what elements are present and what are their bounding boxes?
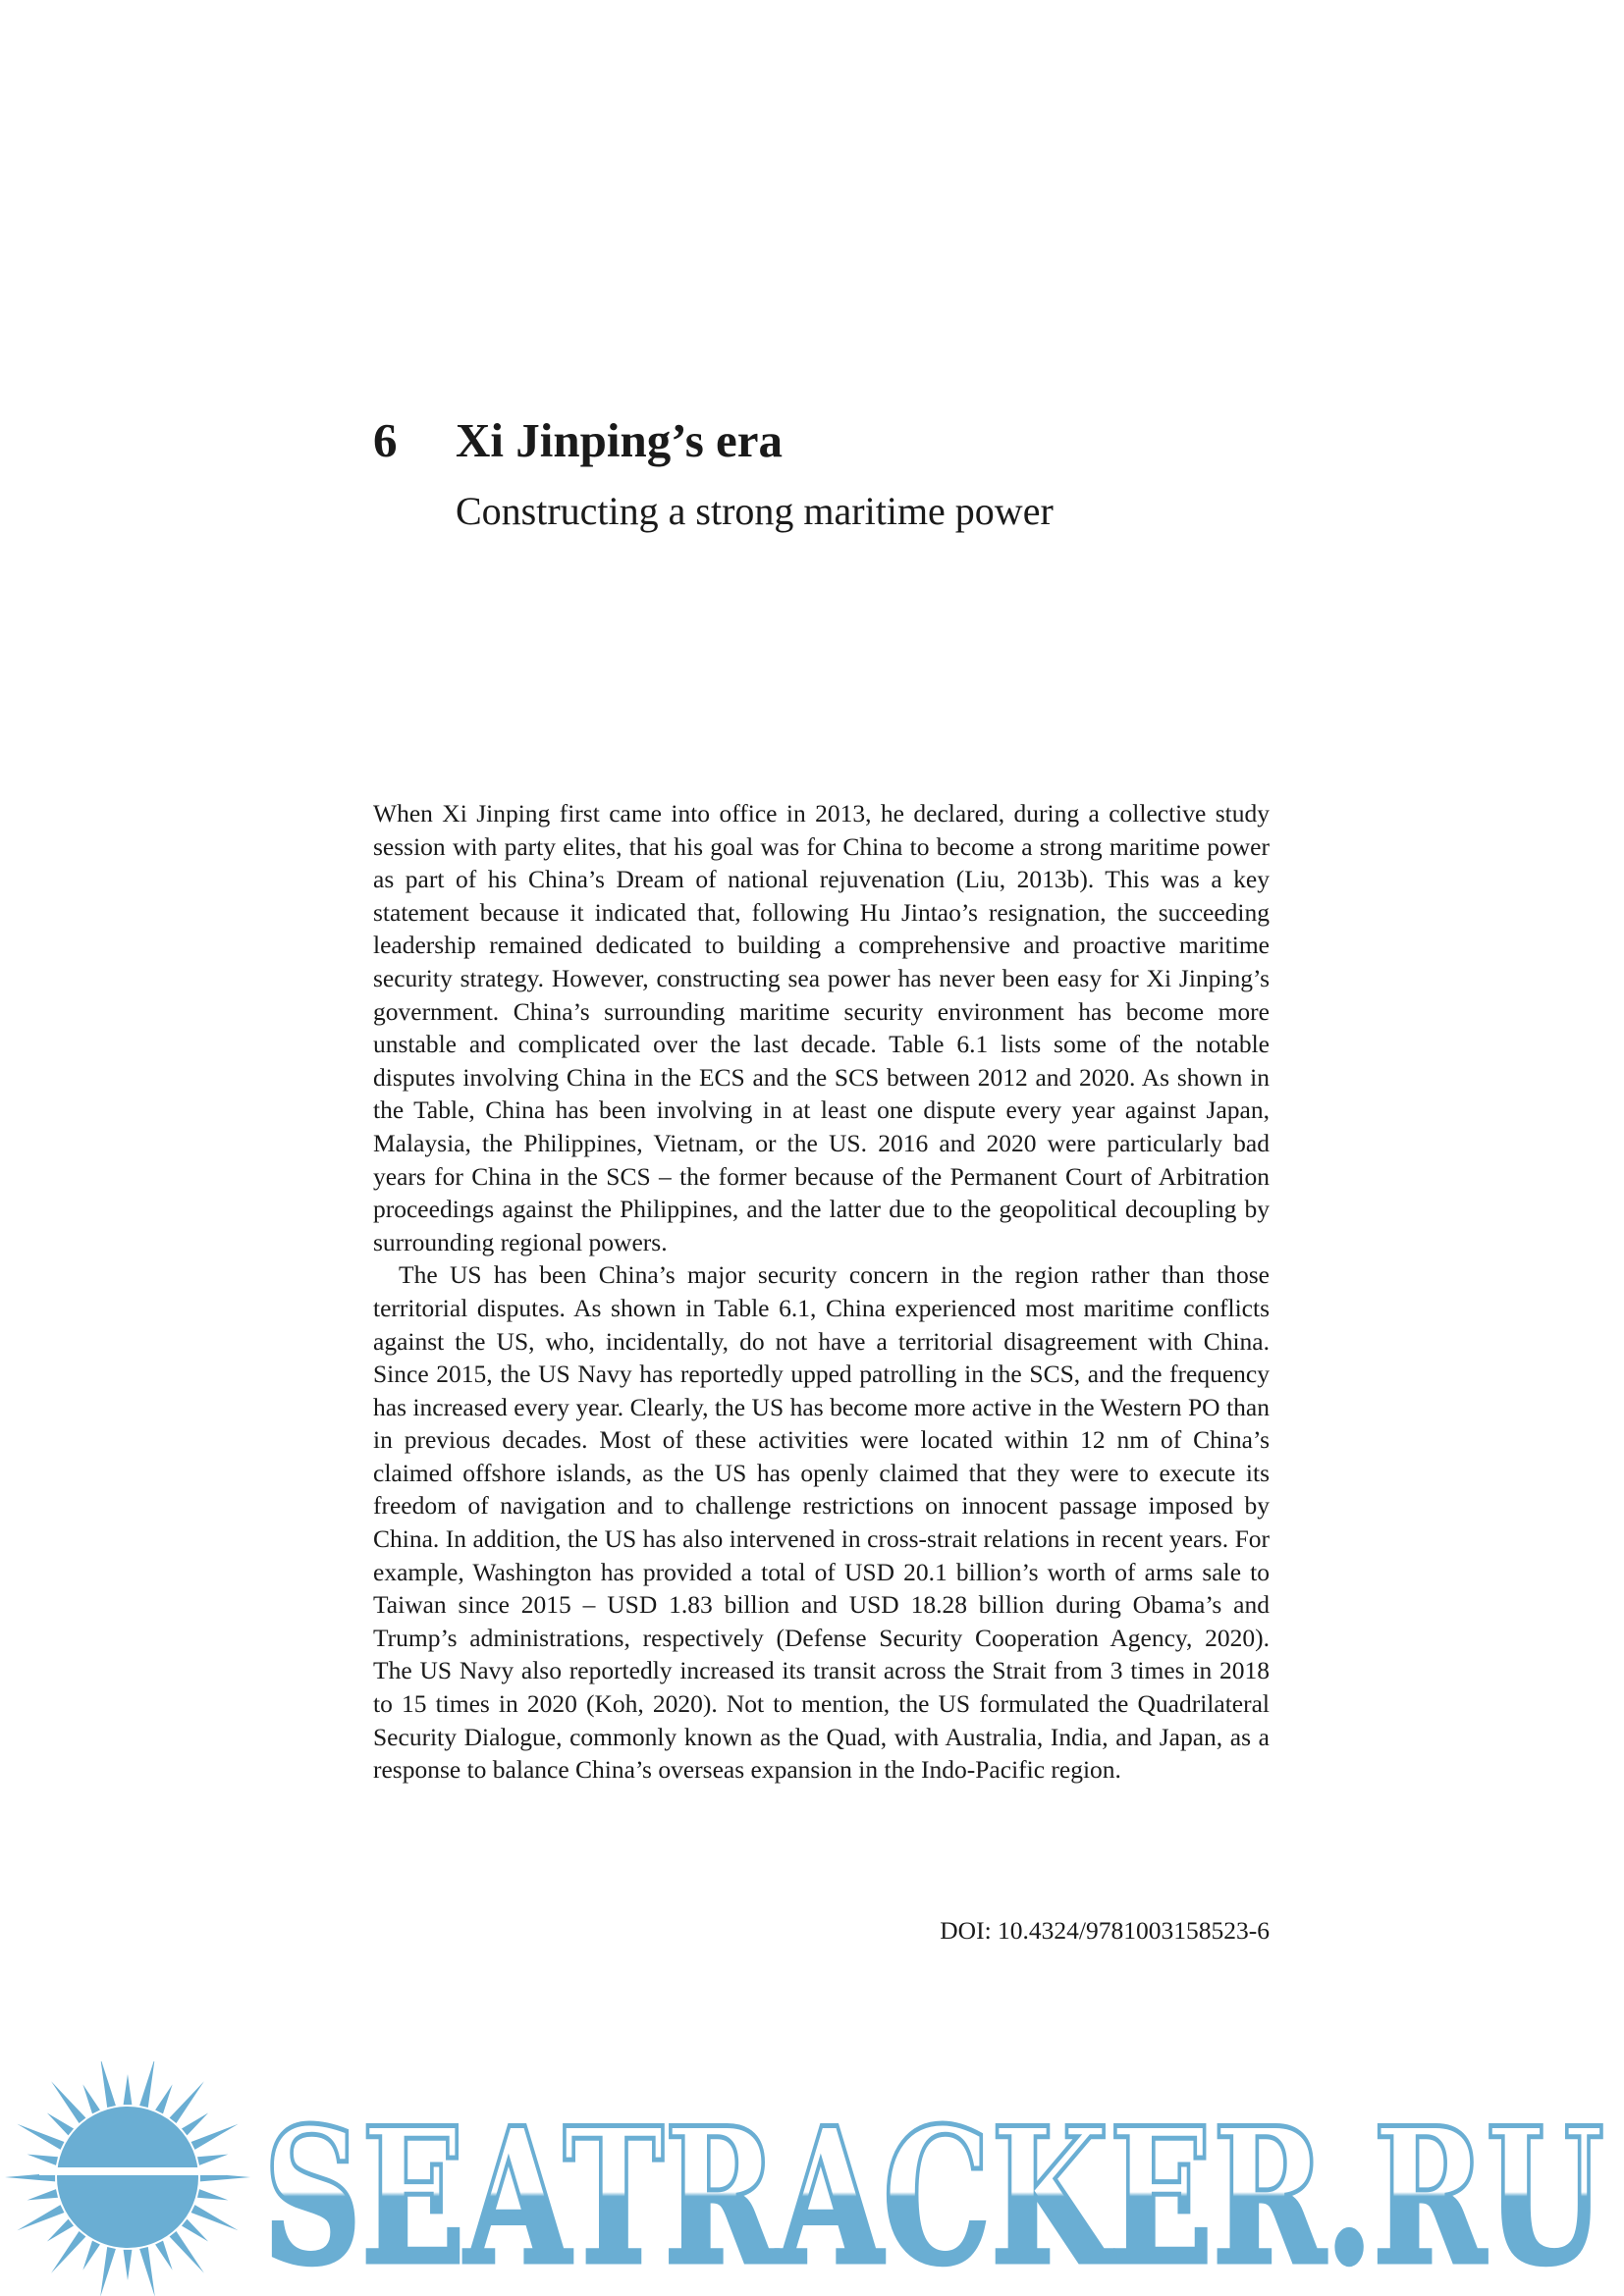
sun-ray (100, 2247, 116, 2296)
paragraph-2: The US has been China’s major security concern in the region rather than those territorial disputes. As shown in Table 6.1, China experienced most maritime conflicts against the US, who, incidentally, do not have a territorial disagreement with China. Since 2015, the US Navy has reportedly upped patrolling in the SCS, and the frequency has increased every year. Clearly, the US has become more active in the Western PO than in previous decades. Most of these activities were located within 12 nm of China’s claimed offshore islands, as the US has openly claimed that they were to execute its freedom of navigation and to challenge restrictions on innocent passage imposed by China. In addition, the US has also intervened in cross-strait relations in recent years. For example, Washington has provided a total of USD 20.1 billion’s worth of arms sale to Taiwan since 2015 – USD 1.83 billion and USD 18.28 billion during Obama’s and Trump’s administrations, respectively (Defense Security Cooperation Agency, 2020). The US Navy also reportedly increased its transit across the Strait from 3 times in 2018 to 15 times in 2020 (Koh, 2020). Not to mention, the US formulated the Quadrilateral Security Dialogue, commonly known as the Quad, with Australia, India, and Japan, as a response to balance China’s overseas expansion in the Indo-Pacific region. (373, 1260, 1270, 1785)
watermark-text: SEATRACKER.RU (263, 2087, 1604, 2296)
paragraph-1: When Xi Jinping first came into office in 2013, he declared, during a collective study session with party elites, that his goal was for China to become a strong maritime power as part of his China’s Dream of national rejuvenation (Liu, 2013b). This was a key statement because it indicated that, following Hu Jintao’s resignation, the succeeding leadership remained dedicated to building a comprehensive and proactive maritime security strategy. However, constructing sea power has never been easy for Xi Jinping’s government. China’s surrounding maritime security environment has become more unstable and complicated over the last decade. Table 6.1 lists some of the notable disputes involving China in the ECS and the SCS between 2012 and 2020. As shown in the Table, China has been involving in at least one dispute every year against Japan, Malaysia, the Philippines, Vietnam, or the US. 2016 and 2020 were particularly bad years for China in the SCS – the former because of the Permanent Court of Arbitration proceedings against the Philippines, and the latter due to the geopolitical decoupling by surrounding regional powers. (373, 799, 1270, 1256)
chapter-subtitle: Constructing a strong maritime power (456, 489, 1054, 533)
sun-ray (197, 2189, 228, 2200)
sun-ray (17, 2205, 64, 2230)
sun-ray (170, 2231, 204, 2273)
sun-ray (51, 2081, 85, 2123)
sun-ray (51, 2231, 85, 2273)
sun-ray (191, 2205, 239, 2230)
sun-ray (155, 2084, 173, 2113)
sun-ray (182, 2219, 208, 2242)
sun-ray (191, 2124, 239, 2150)
sun-ray (170, 2081, 204, 2123)
sun-ray (182, 2113, 208, 2136)
sun-ray (139, 2061, 155, 2108)
sun-ray (27, 2155, 58, 2165)
chapter-title: Xi Jinping’s era (456, 413, 784, 467)
chapter-heading (373, 412, 1257, 534)
sun-ray (82, 2241, 100, 2270)
chapter-number: 6 (373, 413, 398, 467)
sun-ray (100, 2061, 116, 2108)
sun-ray (17, 2124, 64, 2150)
sun-icon (5, 2061, 250, 2296)
doi-reference: DOI: 10.4324/9781003158523-6 (940, 1916, 1270, 1945)
body-text (373, 797, 1270, 1787)
sun-ray (82, 2084, 100, 2113)
chapter-title-row (373, 412, 1257, 468)
watermark (0, 2061, 1624, 2296)
sun-ray (27, 2189, 58, 2200)
sun-ray (197, 2155, 228, 2165)
sun-ray (155, 2241, 173, 2270)
sun-ray (124, 2074, 133, 2105)
sun-ray (47, 2219, 74, 2242)
watermark-graphic (0, 2061, 1624, 2296)
sun-ray (139, 2247, 155, 2296)
sun-ray (124, 2250, 133, 2280)
sun-ray (47, 2113, 74, 2136)
